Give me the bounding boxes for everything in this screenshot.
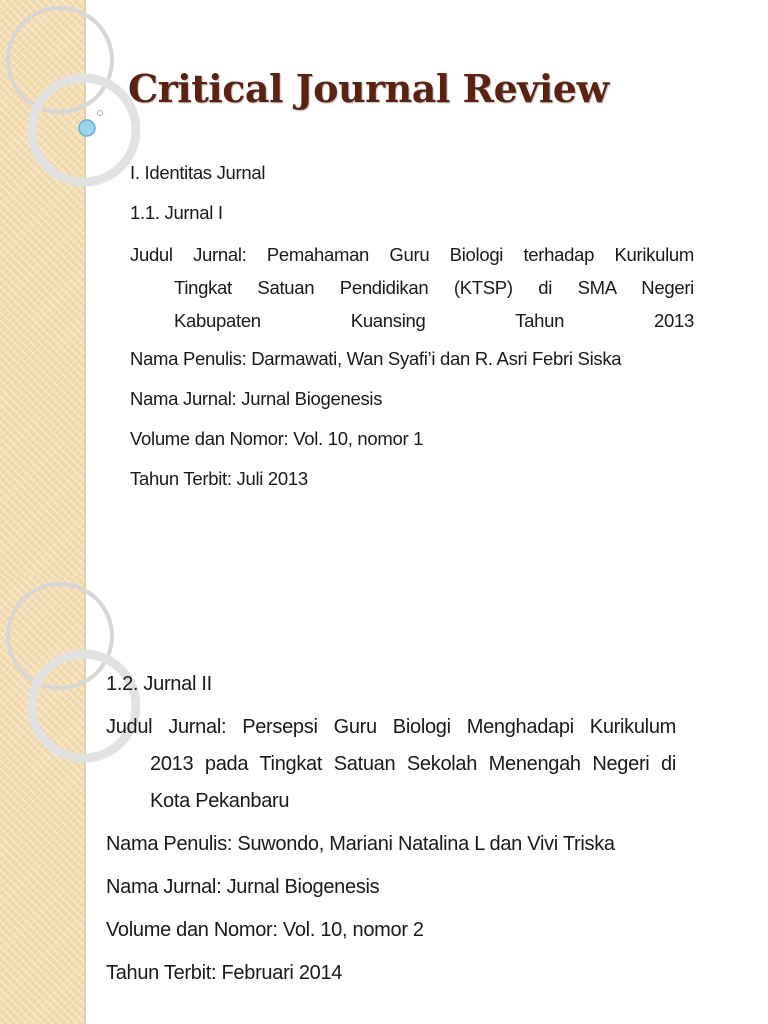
volume-nomor: Volume dan Nomor: Vol. 10, nomor 2: [106, 919, 424, 941]
judul-line-1: Judul Jurnal: Persepsi Guru Biologi Menghadapi Kurikulum: [106, 716, 676, 738]
judul-line-3: Kabupaten Kuansing Tahun 2013: [174, 310, 694, 331]
ring-decoration: [0, 0, 140, 260]
nama-penulis: Nama Penulis: Suwondo, Mariani Natalina L dan Vivi Triska: [106, 833, 615, 855]
ring-bead-icon: [79, 120, 95, 136]
tahun-terbit: Tahun Terbit: Juli 2013: [130, 468, 308, 489]
section-heading: I. Identitas Jurnal: [130, 162, 266, 183]
judul-line-3: Kota Pekanbaru: [150, 790, 290, 812]
tahun-terbit: Tahun Terbit: Februari 2014: [106, 962, 343, 984]
nama-penulis: Nama Penulis: Darmawati, Wan Syafi’i dan R. Asri Febri Siska: [130, 348, 622, 369]
judul-line-1: Judul Jurnal: Pemahaman Guru Biologi terhadap Kurikulum: [130, 244, 694, 265]
subsection-heading: 1.1. Jurnal I: [130, 202, 223, 223]
ring-outer: [8, 8, 112, 112]
subsection-heading: 1.2. Jurnal II: [106, 673, 212, 695]
judul-line-2: 2013 pada Tingkat Satuan Sekolah Menengah Negeri di: [150, 753, 676, 775]
page-title: Critical Journal Review: [128, 66, 609, 111]
ring-outer: [8, 584, 112, 688]
nama-jurnal: Nama Jurnal: Jurnal Biogenesis: [130, 388, 383, 409]
ring-small-bead-icon: [98, 111, 103, 116]
judul-jurnal: [106, 709, 676, 820]
slide-2: [0, 576, 768, 1024]
journal-2-details: [106, 666, 676, 998]
judul-jurnal: [130, 238, 694, 337]
nama-jurnal: Nama Jurnal: Jurnal Biogenesis: [106, 876, 380, 898]
journal-1-details: [130, 158, 694, 504]
volume-nomor: Volume dan Nomor: Vol. 10, nomor 1: [130, 428, 424, 449]
judul-line-2: Tingkat Satuan Pendidikan (KTSP) di SMA Negeri: [174, 277, 694, 298]
